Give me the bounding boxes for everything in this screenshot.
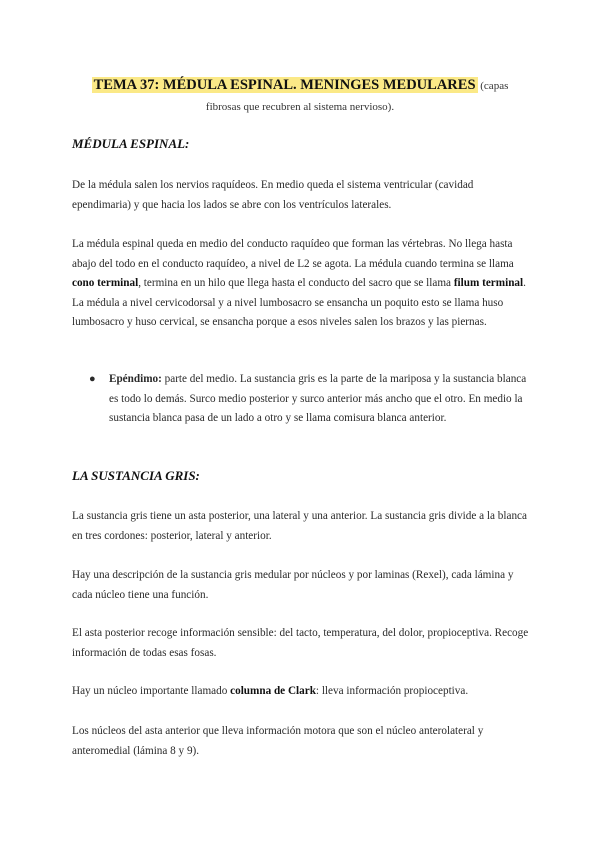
paragraph-text: La médula espinal queda en medio del conducto raquídeo que forman las vértebras. No llega hasta abajo del todo en el conducto raquídeo, a nivel de L2 se agota. La médula cuando termina se llama (72, 238, 514, 270)
paragraph-text: : lleva información propioceptiva. (315, 685, 469, 697)
paragraph-text: Hay un núcleo importante llamado (72, 685, 231, 697)
paragraph: De la médula salen los nervios raquídeos. En medio queda el sistema ventricular (cavidad ependimaria) y que hacia los lados se abre con los ventrículos laterales. (72, 179, 474, 211)
paragraph-text: , termina en un hilo que llega hasta el conducto del sacro que se llama (138, 277, 454, 289)
paragraph: Hay una descripción de la sustancia gris medular por núcleos y por laminas (Rexel), cada lámina y cada núcleo tiene una función. (72, 569, 514, 601)
paragraph: El asta posterior recoge información sensible: del tacto, temperatura, del dolor, propioceptiva. Recoge información de todas esas fosas. (72, 627, 529, 659)
paragraph-text: parte del medio. La sustancia gris es la parte de la mariposa y la sustancia blanca es todo lo demás. Surco medio posterior y surco anterior más ancho que el otro. En medio la sustancia blanca pasa de un lado a otro y se llama comisura blanca anterior. (109, 373, 527, 424)
bold-term: columna de Clark (230, 685, 316, 697)
bold-term: Epéndimo: (109, 373, 162, 385)
paragraph (72, 682, 530, 702)
title-block (72, 75, 528, 117)
bullet-icon: ● (89, 373, 96, 385)
section-heading-medula: MÉDULA ESPINAL: (72, 136, 190, 151)
title-note-start: (capas (477, 80, 509, 92)
list-item-text (109, 370, 530, 429)
bold-term: filum terminal (453, 277, 524, 289)
paragraph (72, 235, 530, 333)
paragraph: Los núcleos del asta anterior que lleva información motora que son el núcleo anterolateral y anteromedial (lámina 8 y 9). (72, 725, 484, 757)
page-title: TEMA 37: MÉDULA ESPINAL. MENINGES MEDULARES (93, 77, 476, 93)
title-note-end: fibrosas que recubren al sistema nervioso). (205, 101, 395, 113)
bold-term: cono terminal (72, 277, 139, 289)
paragraph: La sustancia gris tiene un asta posterior, una lateral y una anterior. La sustancia gris divide a la blanca en tres cordones: posterior, lateral y anterior. (72, 510, 527, 542)
section-heading-sustancia-gris: LA SUSTANCIA GRIS: (72, 468, 200, 483)
paragraph-text: . La médula a nivel cervicodorsal y a nivel lumbosacro se ensancha un poquito esto se llama huso lumbosacro y huso cervical, se ensancha porque a esos niveles salen los brazos y las piernas. (72, 277, 526, 328)
